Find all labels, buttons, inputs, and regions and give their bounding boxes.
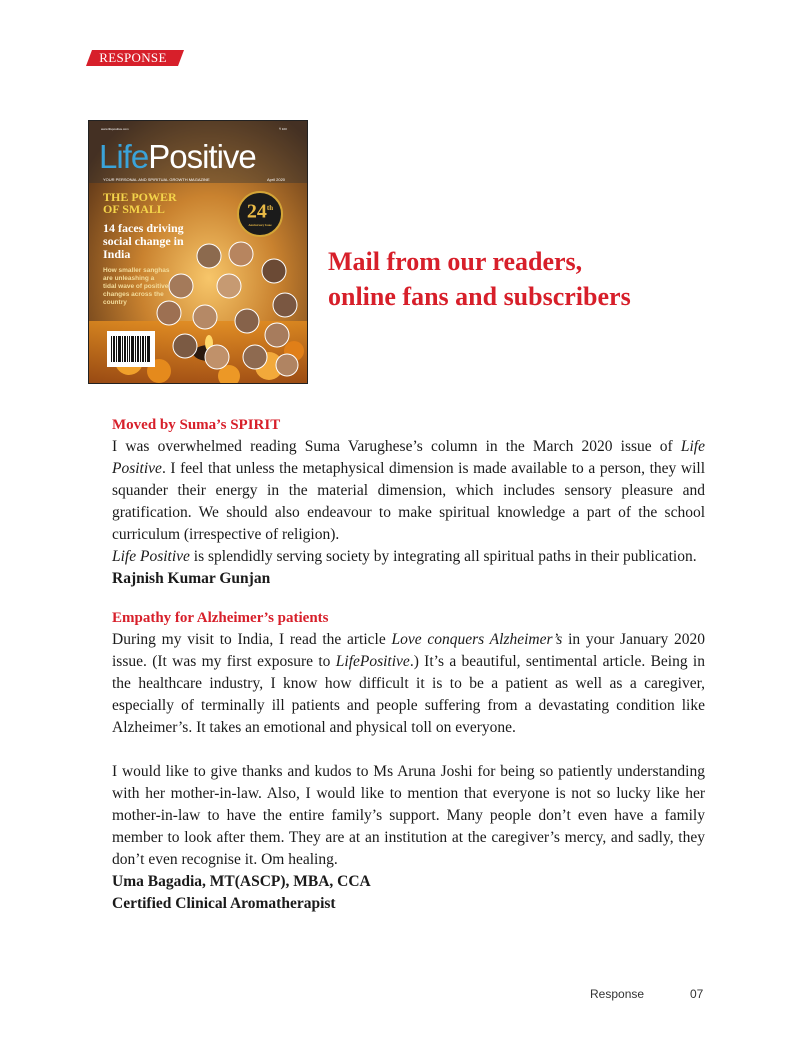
cover-issue-date: April 2020 [267, 177, 286, 182]
letter1-paragraph2: Life Positive is splendidly serving society by integrating all spiritual paths in their publication. [112, 548, 697, 565]
section-tag [86, 50, 184, 66]
magazine-cover [88, 120, 308, 384]
letter2-signature-title: Certified Clinical Aromatherapist [112, 895, 336, 912]
anniversary-label: Anniversary Issue [248, 222, 272, 227]
letter1-paragraph1: I was overwhelmed reading Suma Varughese’s column in the March 2020 issue of Life Positive. I feel that unless the metaphysical dimension is made available to a person, they will squander their energy in the material dimension, which includes sensory pleasure and gratification. We should also endeavour to make spiritual knowledge a part of the school curriculum (irrespective of religion). [112, 438, 705, 543]
section-tag-label: RESPONSE [99, 50, 167, 65]
letter1-signature: Rajnish Kumar Gunjan [112, 570, 271, 587]
letter2-paragraph2: I would like to give thanks and kudos to Ms Aruna Joshi for being so patiently understanding with her mother-in-law. Also, I would like to mention that everyone is not so lucky like her mother-in-law to have the entire family’s support. Many people don’t even have a family member to look after them. They are at an institution at the caregiver’s mercy, and sadly, they don’t even recognise it. Om healing. [112, 763, 705, 868]
headline-line2: online fans and subscribers [328, 282, 631, 311]
page-headline [328, 244, 631, 314]
cover-title-part2: Positive [148, 138, 256, 175]
cover-title [99, 137, 256, 177]
letter2-paragraph1: During my visit to India, I read the article Love conquers Alzheimer’s in your January 2020 issue. (It was my first exposure to LifePositive.) It’s a beautiful, sentimental article. Being in the healthcare industry, I know how difficult it is to be a patient as well as a caregiver, especially of terminally ill patients and people suffering from a devastating condition like Alzheimer’s. It takes an emotional and physical toll on everyone. [112, 631, 706, 736]
cover-power-heading: THE POWER OF SMALL [103, 190, 177, 216]
footer-page-number: 07 [690, 987, 704, 1001]
cover-website: www.lifepositive.com [101, 127, 129, 131]
barcode-icon [107, 331, 155, 367]
cover-price: ₹ 100 [279, 127, 287, 131]
letter1-heading: Moved by Suma’s SPIRIT [112, 417, 281, 433]
cover-tagline: YOUR PERSONAL AND SPIRITUAL GROWTH MAGAZINE [103, 177, 210, 182]
cover-faces-heading: 14 faces driving social change in India [103, 221, 184, 261]
letters-body [112, 414, 705, 915]
letter2-heading: Empathy for Alzheimer’s patients [112, 610, 329, 626]
headline-line1: Mail from our readers, [328, 247, 583, 276]
cover-blurb: How smaller sanghas are unleashing a tidal wave of positive changes across the country [103, 267, 170, 306]
cover-title-part1: Life [99, 138, 149, 175]
letter2-signature-name: Uma Bagadia, MT(ASCP), MBA, CCA [112, 873, 371, 890]
anniversary-badge: 24th Anniversary Issue [237, 191, 283, 237]
footer-section-name: Response [590, 987, 645, 1001]
